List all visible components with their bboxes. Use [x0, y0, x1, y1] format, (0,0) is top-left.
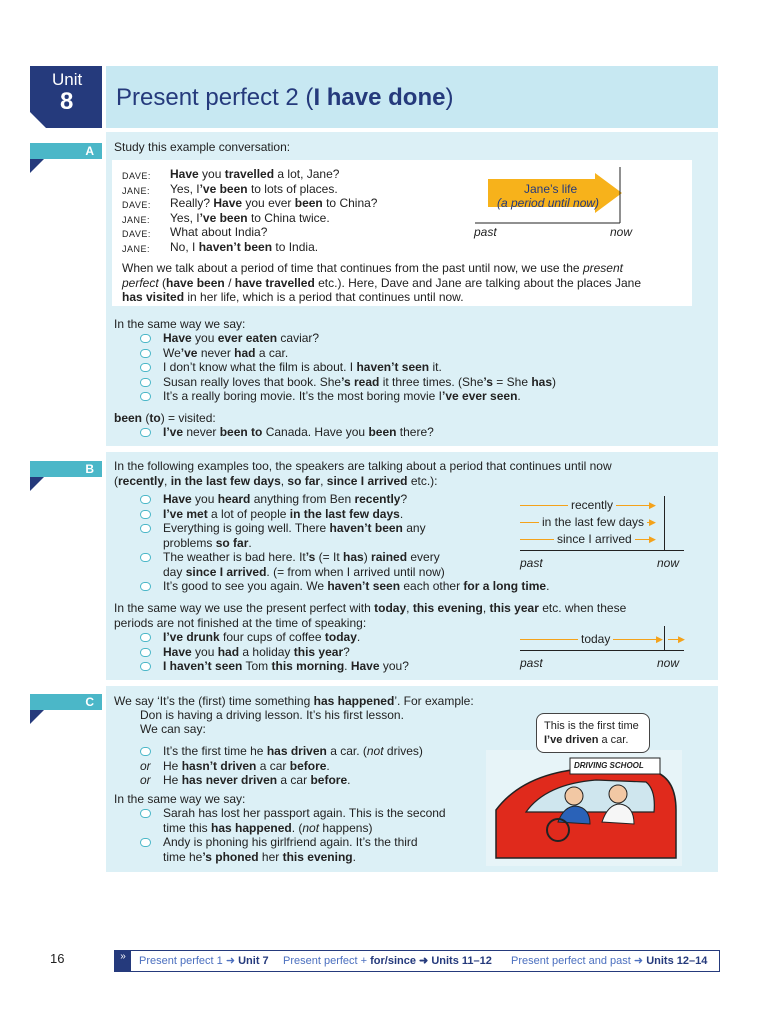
- page-title: Present perfect 2 (I have done): [116, 84, 454, 111]
- bullet-icon: [140, 747, 151, 756]
- diagram-last-few-days: in the last few days: [539, 515, 647, 529]
- example-item: I’ve never been to Canada. Have you been there?: [163, 425, 434, 439]
- bullet-icon: [140, 334, 151, 343]
- speaker-label: DAVE:: [122, 171, 151, 181]
- same-way-line: In the same way we use the present perfect with today, this evening, this year etc. when these: [114, 601, 627, 615]
- diagram-today: today: [578, 632, 613, 646]
- or-label: or: [140, 773, 151, 788]
- same-way-c: In the same way we say:: [114, 792, 246, 806]
- diagram-arrow-text-2: (a period until now): [497, 196, 600, 210]
- example-item: I’ve drunk four cups of coffee today.: [163, 630, 361, 644]
- speaker-label: JANE:: [122, 214, 151, 225]
- or-label: or: [140, 758, 151, 773]
- bullet-icon: [140, 648, 151, 657]
- section-c-label: C: [30, 694, 102, 710]
- dialog-line: What about India?: [170, 225, 268, 240]
- paragraph-line: perfect (have been / have travelled etc.). Here, Dave and Jane are talking about the places Jane: [122, 275, 641, 290]
- example-item: day since I arrived. (= from when I arrived until now): [163, 564, 445, 579]
- speaker-label: DAVE:: [122, 229, 151, 240]
- example-item: The weather is bad here. It’s (= It has) rained every: [163, 550, 440, 564]
- bullet-icon: [140, 838, 151, 847]
- section-a-label: A: [30, 143, 102, 159]
- example-item: It’s a really boring movie. It’s the most boring movie I’ve ever seen.: [163, 389, 521, 404]
- unit-label: Unit: [52, 70, 83, 89]
- example-item: Everything is going well. There haven’t been any: [163, 521, 426, 535]
- speaker-label: DAVE:: [122, 200, 151, 211]
- unit-badge: [30, 66, 102, 128]
- footer-link-1[interactable]: Present perfect 1 ➜ Unit 7: [139, 955, 269, 967]
- footer-crossref: [114, 950, 720, 972]
- section-b-intro-1: In the following examples too, the speakers are talking about a period that continues until now: [114, 459, 612, 473]
- crossref-arrow-icon: »: [115, 951, 131, 971]
- example-item: I don’t know what the film is about. I haven’t seen it.: [163, 360, 442, 375]
- speaker-label: JANE:: [122, 244, 151, 254]
- footer-link-2[interactable]: Present perfect + for/since ➜ Units 11–12: [283, 955, 492, 967]
- example-item: Andy is phoning his girlfriend again. It’s the third: [163, 835, 418, 849]
- speech-bubble: This is the first time I’ve driven a car.: [536, 713, 650, 753]
- dialog-line: No, I haven’t been to India.: [170, 240, 319, 254]
- diagram-now: now: [610, 225, 633, 239]
- bullet-icon: [140, 662, 151, 671]
- example-item: He has never driven a car before.: [163, 773, 351, 788]
- example-item: time this has happened. (not happens): [163, 820, 373, 835]
- example-item: problems so far.: [163, 535, 252, 550]
- title-bar: [106, 66, 718, 128]
- bullet-icon: [140, 378, 151, 387]
- dialog-line: Yes, I’ve been to China twice.: [170, 210, 330, 225]
- bullet-icon: [140, 633, 151, 642]
- diagram-since-arrived: since I arrived: [554, 532, 635, 546]
- been-to-text: been (to) = visited:: [114, 411, 216, 425]
- unit-number: 8: [60, 88, 74, 115]
- example-item: Susan really loves that book. She’s read it three times. (She’s = She has): [163, 374, 557, 389]
- intro-line: We say ‘It’s the (first) time something has happened’. For example:: [114, 694, 474, 708]
- example-item: Have you had a holiday this year?: [163, 644, 350, 659]
- bullet-icon: [140, 524, 151, 533]
- diagram-b2-now: now: [657, 656, 680, 670]
- section-b-label: B: [30, 461, 102, 477]
- diagram-arrow-text-1: Jane’s life: [524, 182, 578, 196]
- section-b-same-2: periods are not finished at the time of speaking:: [114, 616, 367, 630]
- diagram-b2-past: past: [520, 656, 543, 670]
- bullet-icon: [140, 349, 151, 358]
- paragraph-line: has visited in her life, which is a period that continues until now.: [122, 290, 464, 304]
- diagram-b1-past: past: [520, 556, 543, 570]
- example-item: It’s the first time he has driven a car. (not drives): [163, 744, 423, 758]
- example-item: We’ve never had a car.: [163, 345, 289, 360]
- example-item: Have you heard anything from Ben recently?: [163, 492, 408, 506]
- dialog-line: Really? Have you ever been to China?: [170, 196, 378, 211]
- bullet-icon: [140, 510, 151, 519]
- speaker-label: JANE:: [122, 185, 151, 196]
- footer-link-3[interactable]: Present perfect and past ➜ Units 12–14: [511, 955, 708, 967]
- example-item: It’s good to see you again. We haven’t seen each other for a long time.: [163, 579, 550, 593]
- bullet-icon: [140, 428, 151, 437]
- page-number: 16: [50, 951, 65, 966]
- bullet-icon: [140, 582, 151, 591]
- section-a-intro: Study this example conversation:: [114, 140, 291, 154]
- example-item: I haven’t seen Tom this morning. Have you?: [163, 659, 409, 673]
- dialog-line: Yes, I’ve been to lots of places.: [170, 181, 338, 196]
- bullet-icon: [140, 553, 151, 562]
- example-item: Have you ever eaten caviar?: [163, 331, 320, 345]
- example-item: Sarah has lost her passport again. This is the second: [163, 806, 446, 820]
- section-c-example-1: Don is having a driving lesson. It’s his first lesson.: [140, 708, 404, 722]
- example-item: time he’s phoned her this evening.: [163, 849, 356, 864]
- diagram-past: past: [474, 225, 497, 239]
- bullet-icon: [140, 363, 151, 372]
- bullet-icon: [140, 809, 151, 818]
- example-item: He hasn’t driven a car before.: [163, 758, 330, 773]
- example-item: I’ve met a lot of people in the last few days.: [163, 506, 404, 521]
- same-way-a: In the same way we say:: [114, 317, 246, 331]
- driving-school-sign: DRIVING SCHOOL: [574, 761, 644, 770]
- bullet-icon: [140, 495, 151, 504]
- paragraph-line: When we talk about a period of time that continues from the past until now, we use the present: [122, 261, 623, 275]
- diagram-b1-now: now: [657, 556, 680, 570]
- dialog-line: Have you travelled a lot, Jane?: [170, 167, 340, 181]
- intro-line: (recently, in the last few days, so far, since I arrived etc.):: [114, 474, 438, 488]
- diagram-recently: recently: [568, 498, 616, 512]
- section-c-example-2: We can say:: [140, 722, 206, 736]
